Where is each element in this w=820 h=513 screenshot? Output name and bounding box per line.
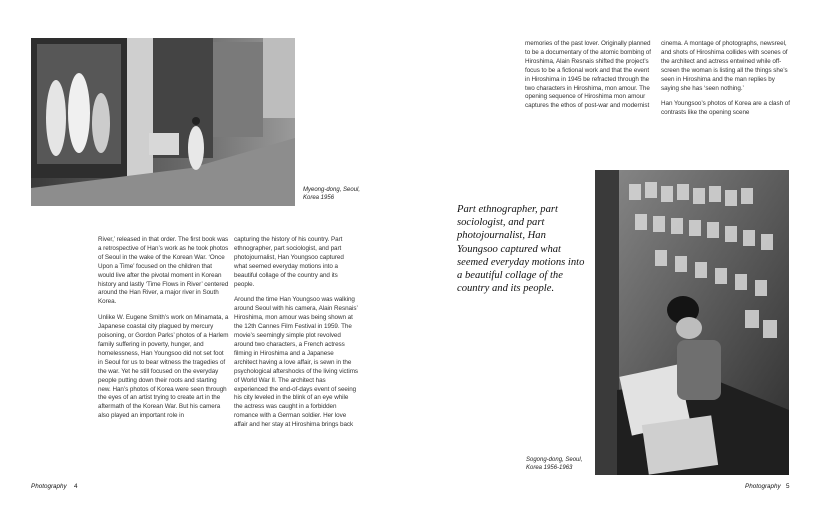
paragraph: Unlike W. Eugene Smith’s work on Minamata, a Japanese coastal city plagued by mercury poisoning, or Gordon Parks’ photos of a Harlem family suffering in poverty, hunger, and homelessness, Han Youngsoo did not set foot in Seoul for us to bear witness the tragedies of the war. Yet he still focused on the everyday people putting down their roots and starting new. Han’s photos of Korea were seen through the eyes of an artist trying to create art in the aftermath of the Korean War. But his camera also played an important role in xyxy=(98,314,229,420)
street-photo xyxy=(31,38,295,206)
paragraph: Around the time Han Youngsoo was walking around Seoul with his camera, Alain Resnais’ Hiroshima, mon amour was being shown at the 12th Cannes Film Festival in 1959. The movie’s seemingly simple plot revolved around two characters, a French actress filming in Hiroshima and a Japanese architect having a love affair, is sewn in the psychological aftershocks of the living victims of World War II. The architect has experienced the end-of-days event of seeing his city leveled in the blink of an eye while the actress was caught in a forbidden romance with a German soldier. Her love affair and her stay at Hiroshima brings back xyxy=(234,296,358,429)
left-column-1 xyxy=(98,236,229,428)
right-column-2 xyxy=(661,40,791,125)
street-photo-caption xyxy=(303,187,403,202)
left-column-2 xyxy=(234,236,358,437)
paragraph: Han Youngsoo’s photos of Korea are a clash of contrasts like the opening scene xyxy=(661,100,790,117)
paragraph: capturing the history of his country. Part ethnographer, part sociologist, and part photojournalist, Han Youngsoo captured what seemed everyday motions into a beautiful collage of the country and its people. xyxy=(234,236,344,288)
right-column-1 xyxy=(525,40,653,118)
bookstall-photo-caption xyxy=(526,457,596,472)
paragraph: memories of the past lover. Originally planned to be a documentary of the atomic bombing of Hiroshima, Alain Resnais shifted the project’s focus to be a fictional work and that the event in Hiroshima in 1945 be refracted through the two characters in Hiroshima, mon amour. The opening sequence of Hiroshima mon amour captures the ethos of post-war and modernist xyxy=(525,40,651,110)
page-number: 4 xyxy=(74,483,78,490)
caption-line: Korea 1956-1963 xyxy=(526,464,573,471)
page-number: 5 xyxy=(786,483,790,490)
folio-label: Photography xyxy=(745,483,781,490)
caption-line: Myeong-dong, Seoul, xyxy=(303,187,361,193)
pull-quote: Part ethnographer, part sociologist, and part photojournalist, Han Youngsoo captured what seemed everyday motions into a beautiful collage of the country and its people. xyxy=(457,204,585,295)
paragraph: cinema. A montage of photographs, newsreel, and shots of Hiroshima collides with scenes of the architect and actress entwined while off-screen the woman is listing all the things she’s seen in Hiroshima and the man replies by saying she has ‘seen nothing.’ xyxy=(661,40,788,92)
paragraph: River,’ released in that order. The first book was a retrospective of Han’s work as he took photos of Seoul in the wake of the Korean War. ‘Once Upon a Time’ focused on the children that would live after the pivotal moment in Korean history and lastly ‘Time Flows in River’ centered around the Han River, a major river in South Korea. xyxy=(98,236,229,306)
caption-line: Korea 1956 xyxy=(303,194,335,201)
folio-label: Photography xyxy=(31,483,67,490)
bookstall-photo xyxy=(595,170,789,475)
caption-line: Sogong-dong, Seoul, xyxy=(526,457,583,463)
right-page xyxy=(410,0,820,513)
